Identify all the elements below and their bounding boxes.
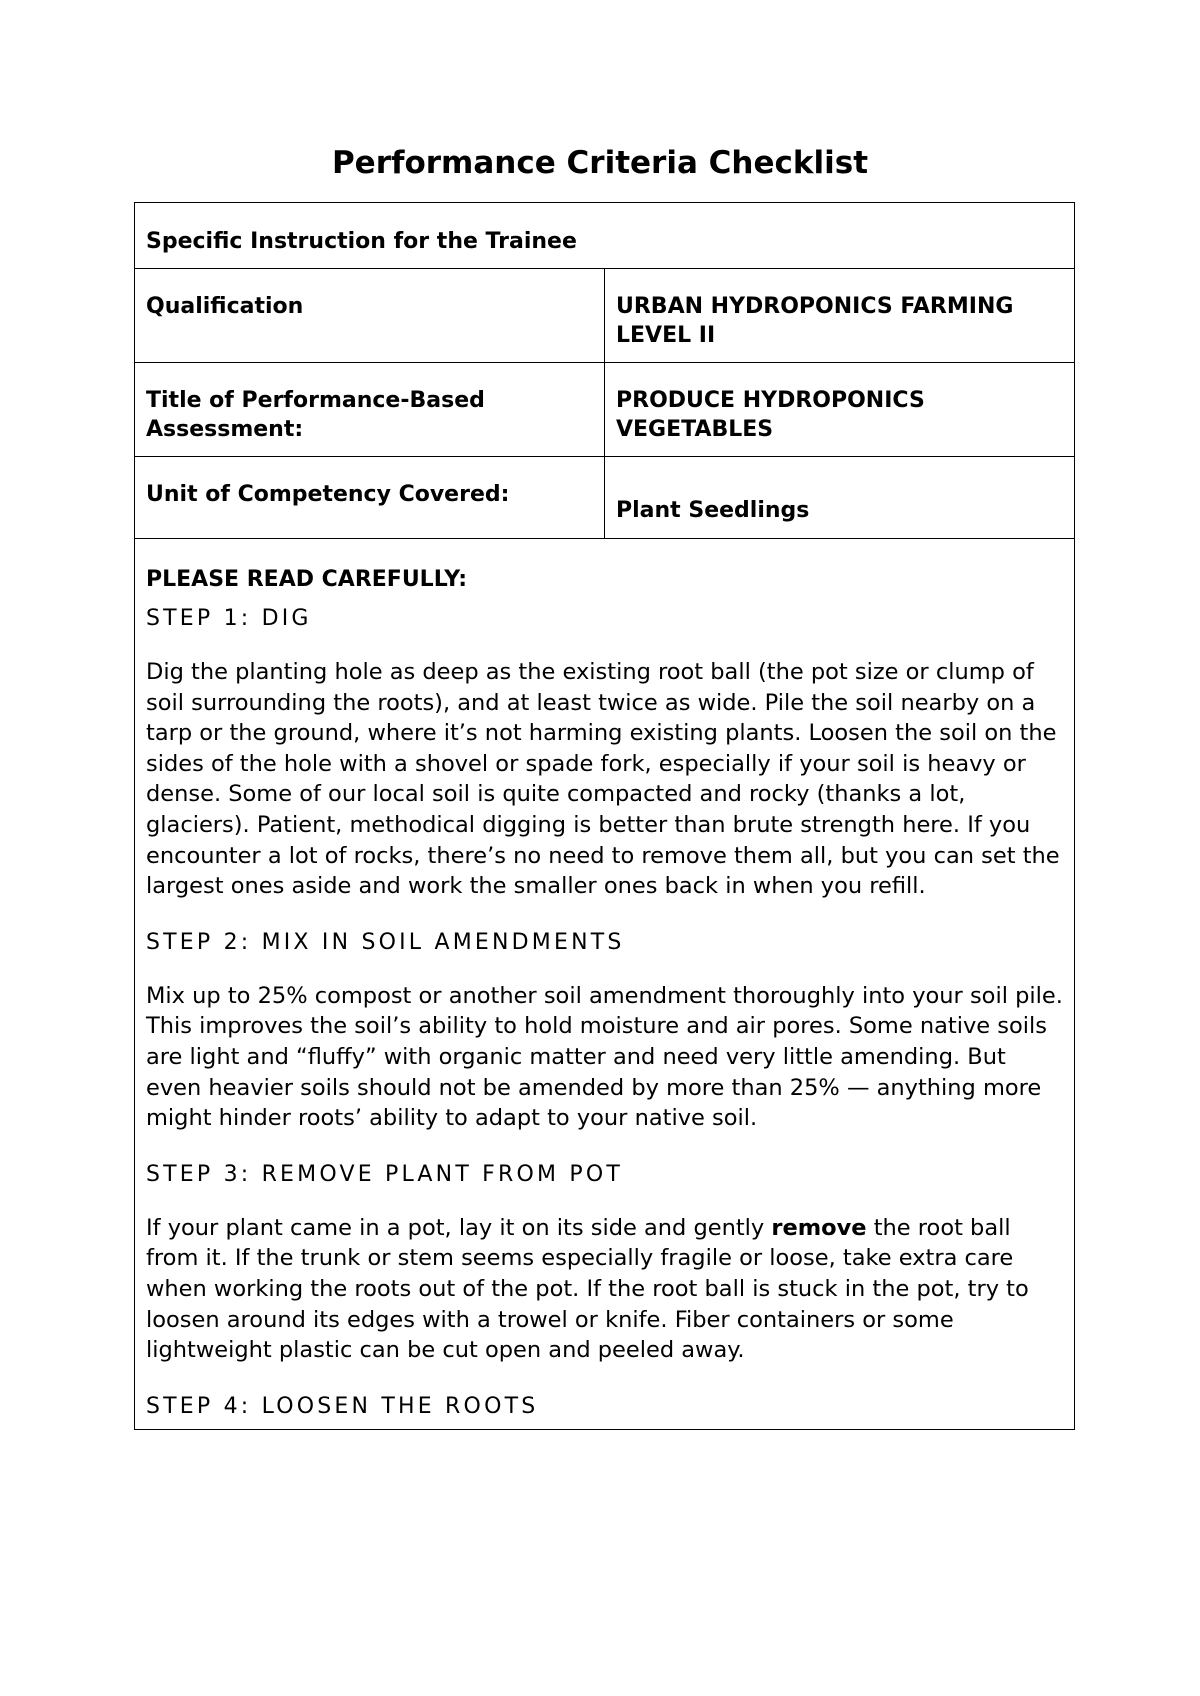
step-text-emphasis: remove	[771, 1214, 867, 1241]
step-text	[146, 1213, 1063, 1366]
step-text-end: the root ball from it. If the trunk or stem seems especially fragile or loose, take extra care when working the roots out of the pot. If the root ball is stuck in the pot, try to loosen around its edges with a trowel or knife. Fiber containers or some lightweight plastic can be cut open and peeled away.	[146, 1214, 1029, 1364]
step-4	[146, 1392, 1063, 1421]
step-heading: STEP 1: DIG	[146, 606, 312, 631]
step-heading: STEP 2: MIX IN SOIL AMENDMENTS	[146, 929, 625, 955]
instructions-cell	[135, 539, 1075, 1430]
assessment-title-value: PRODUCE HYDROPONICS VEGETABLES	[605, 363, 1075, 457]
table-row	[135, 269, 1075, 363]
instruction-header-row	[135, 203, 1075, 269]
qualification-label: Qualification	[135, 269, 605, 363]
step-heading: STEP 3: REMOVE PLANT FROM POT	[146, 1161, 624, 1187]
table-row	[135, 363, 1075, 457]
step-text-start: If your plant came in a pot, lay it on its side and gently	[146, 1214, 772, 1241]
step-2	[146, 928, 1063, 1134]
page-title: Performance Criteria Checklist	[331, 145, 869, 181]
assessment-title-label: Title of Performance-Based Assessment:	[135, 363, 605, 457]
unit-of-competency-value: Plant Seedlings	[605, 457, 1075, 539]
qualification-value: URBAN HYDROPONICS FARMING LEVEL II	[605, 269, 1075, 363]
table-row	[135, 457, 1075, 539]
read-carefully-heading: PLEASE READ CAREFULLY:	[146, 567, 468, 592]
instruction-header: Specific Instruction for the Trainee	[135, 203, 1075, 269]
step-text: Mix up to 25% compost or another soil amendment thoroughly into your soil pile. This improves the soil’s ability to hold moisture and air pores. Some native soils are light and “fluffy” with organic matter and need very little amending. But even heavier soils should not be amended by more than 25% — anything more might hinder roots’ ability to adapt to your native soil.	[146, 982, 1063, 1132]
step-3	[146, 1160, 1063, 1366]
unit-of-competency-label: Unit of Competency Covered:	[135, 457, 605, 539]
step-heading: STEP 4: LOOSEN THE ROOTS	[146, 1393, 539, 1419]
step-1	[146, 604, 1063, 902]
checklist-table	[134, 202, 1075, 1430]
instructions-row	[135, 539, 1075, 1430]
step-text: Dig the planting hole as deep as the existing root ball (the pot size or clump of soil surrounding the roots), and at least twice as wide. Pile the soil nearby on a tarp or the ground, where it’s not harming existing plants. Loosen the soil on the sides of the hole with a shovel or spade fork, especially if your soil is heavy or dense. Some of our local soil is quite compacted and rocky (thanks a lot, glaciers). Patient, methodical digging is better than brute strength here. If you encounter a lot of rocks, there’s no need to remove them all, but you can set the largest ones aside and work the smaller ones back in when you refill.	[146, 659, 1060, 900]
